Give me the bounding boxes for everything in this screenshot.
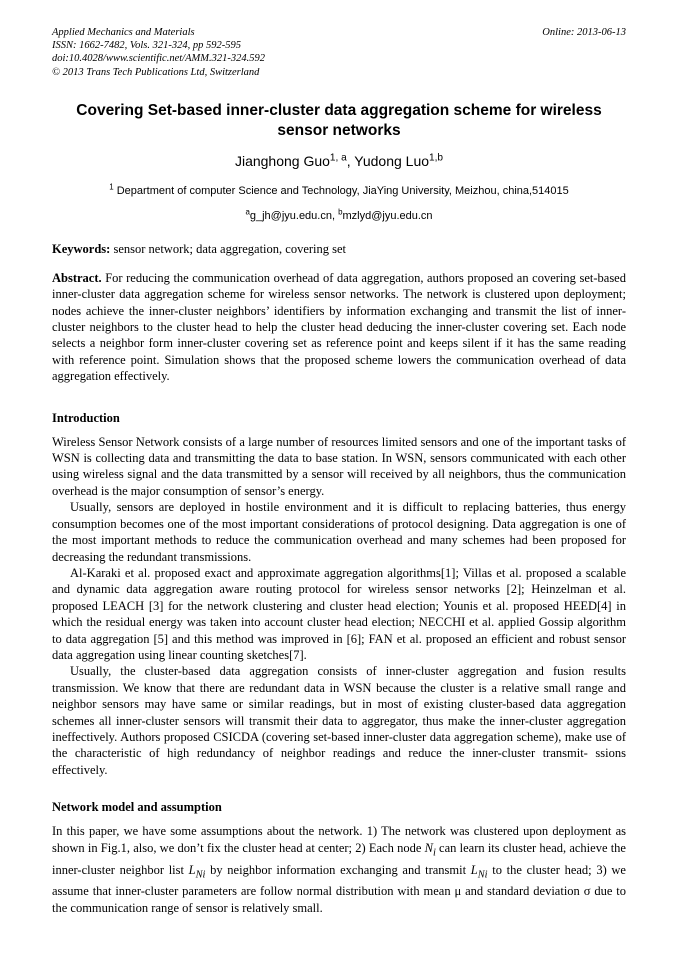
- affiliation-marker: 1: [109, 182, 114, 192]
- author-2-affiliation-marker: 1,b: [429, 152, 444, 164]
- author-1-name: Jianghong Guo: [234, 152, 330, 169]
- symbol-node-i: $N_i$: [424, 840, 436, 859]
- section-heading-network-model: Network model and assumption: [52, 800, 222, 815]
- email-b: mzlyd@jyu.edu.cn: [342, 209, 433, 222]
- author-list: [52, 153, 626, 169]
- online-date: Online: 2013-06-13: [542, 27, 626, 38]
- email-a: g_jh@jyu.edu.cn,: [249, 209, 339, 222]
- symbol-list-lni: $L_{Ni}$: [188, 862, 206, 880]
- symbol-list-lni-2: $L_{Ni}$: [470, 862, 488, 880]
- section-heading-introduction: Introduction: [52, 410, 120, 425]
- doi-line: doi:10.4028/www.scientific.net/AMM.321-324.592: [52, 53, 265, 65]
- paragraph: Usually, sensors are deployed in hostile environment and it is difficult to replacing batteries, thus energy consumption becomes one of the most important considerations of protocol designing. Data aggregation is one of the most important methods to reduce the communication overhead and many schemes had been proposed for decreasing the redundant transmissions.: [52, 500, 626, 564]
- paragraph: In this paper, we have some assumptions about the network. 1) The network was clustered upon deployment as shown in Fig.1, also, we don’t fix the cluster head at center; 2) Each node $N_i$ can learn its cluster head, achieve the inner-cluster neighbor list $L_{Ni}$ by neighbor information exchanging and transmit $L_{Ni}$ to the cluster head; 3) we assume that inner-cluster parameters are follow normal distribution with mean μ and standard deviation σ due to the communication range of sensor is relatively small.: [52, 824, 626, 915]
- issn-line: ISSN: 1662-7482, Vols. 321-324, pp 592-595: [52, 40, 241, 52]
- author-emails: [52, 207, 626, 222]
- paragraph: Al-Karaki et al. proposed exact and approximate aggregation algorithms[1]; Villas et al. proposed a scalable and dynamic data aggregation aware routing protocol for wireless sensor networks [2]; Heinzelman et al. proposed LEACH [3] for the network clustering and cluster head election; Younis et al. proposed HEED[4] in which the residual energy was taken into account cluster head election; NECCHI et al. applied Gossip algorithm to data aggregation [5] and this method was improved in [6]; FAN et al. proposed an efficient and robust sensor data aggregation using linear counting sketches[7].: [52, 565, 626, 662]
- paragraph: Usually, the cluster-based data aggregation consists of inner-cluster aggregation and fusion results transmission. We know that there are redundant data in WSN because the cluster is a relative small range and neighbor sensors may have same or similar readings, but in most of existing cluster-based data aggregation schemes all inner-cluster sensors will transmit their data to aggregator, thus make the inner-cluster aggregation ineffectively. Authors proposed CSICDA (covering set-based inner-cluster data aggregation scheme), make use of the characteristic of high redundancy of neighbor readings and reduce the inner-cluster transmit- ssions effectively.: [52, 664, 626, 777]
- page-title: Covering Set-based inner-cluster data aggregation scheme for wireless sensor networks: [76, 101, 602, 139]
- copyright-line: © 2013 Trans Tech Publications Ltd, Switzerland: [52, 66, 260, 78]
- abstract-text: For reducing the communication overhead of data aggregation, authors proposed an covering set-based inner-cluster data aggregation scheme for wireless sensor networks. The network is clustered upon deployment; nodes achieve the inner-cluster neighbors’ identifiers by information exchanging and transmit the list of inner-cluster neighbors to the cluster head to help the cluster head deducing the inner-cluster covering set. Each node selects a neighbor form inner-cluster covering set as reference point and keeps silent if it has the same reading with reference point. Simulation shows that the proposed scheme lowers the communication overhead of data aggregation effectively.: [52, 270, 626, 384]
- page-header: [52, 26, 626, 79]
- author-2-name: Yudong Luo: [354, 152, 430, 169]
- email-b-marker: b: [338, 207, 343, 217]
- email-a-marker: a: [245, 207, 250, 217]
- affiliation: [52, 183, 626, 199]
- keywords-label: Keywords:: [52, 241, 111, 256]
- paragraph: Wireless Sensor Network consists of a large number of resources limited sensors and one of the important tasks of WSN is collecting data and transmitting the data to base station. In WSN, sensors communicated with each other using wireless signal and the data transmitted by a sensor will received by all neighbors, thus the communication overhead is the major consumption of sensor’s energy.: [52, 434, 626, 498]
- keywords-value: sensor network; data aggregation, covering set: [110, 241, 347, 256]
- journal-name: Applied Mechanics and Materials: [52, 27, 195, 38]
- abstract-label: Abstract.: [52, 270, 102, 285]
- affiliation-text: Department of computer Science and Technology, JiaYing University, Meizhou, china,514015: [113, 184, 569, 197]
- author-1-affiliation-marker: 1, a: [329, 152, 347, 164]
- keywords-line: [52, 242, 626, 257]
- abstract-block: [52, 270, 626, 385]
- author-separator: ,: [346, 152, 355, 169]
